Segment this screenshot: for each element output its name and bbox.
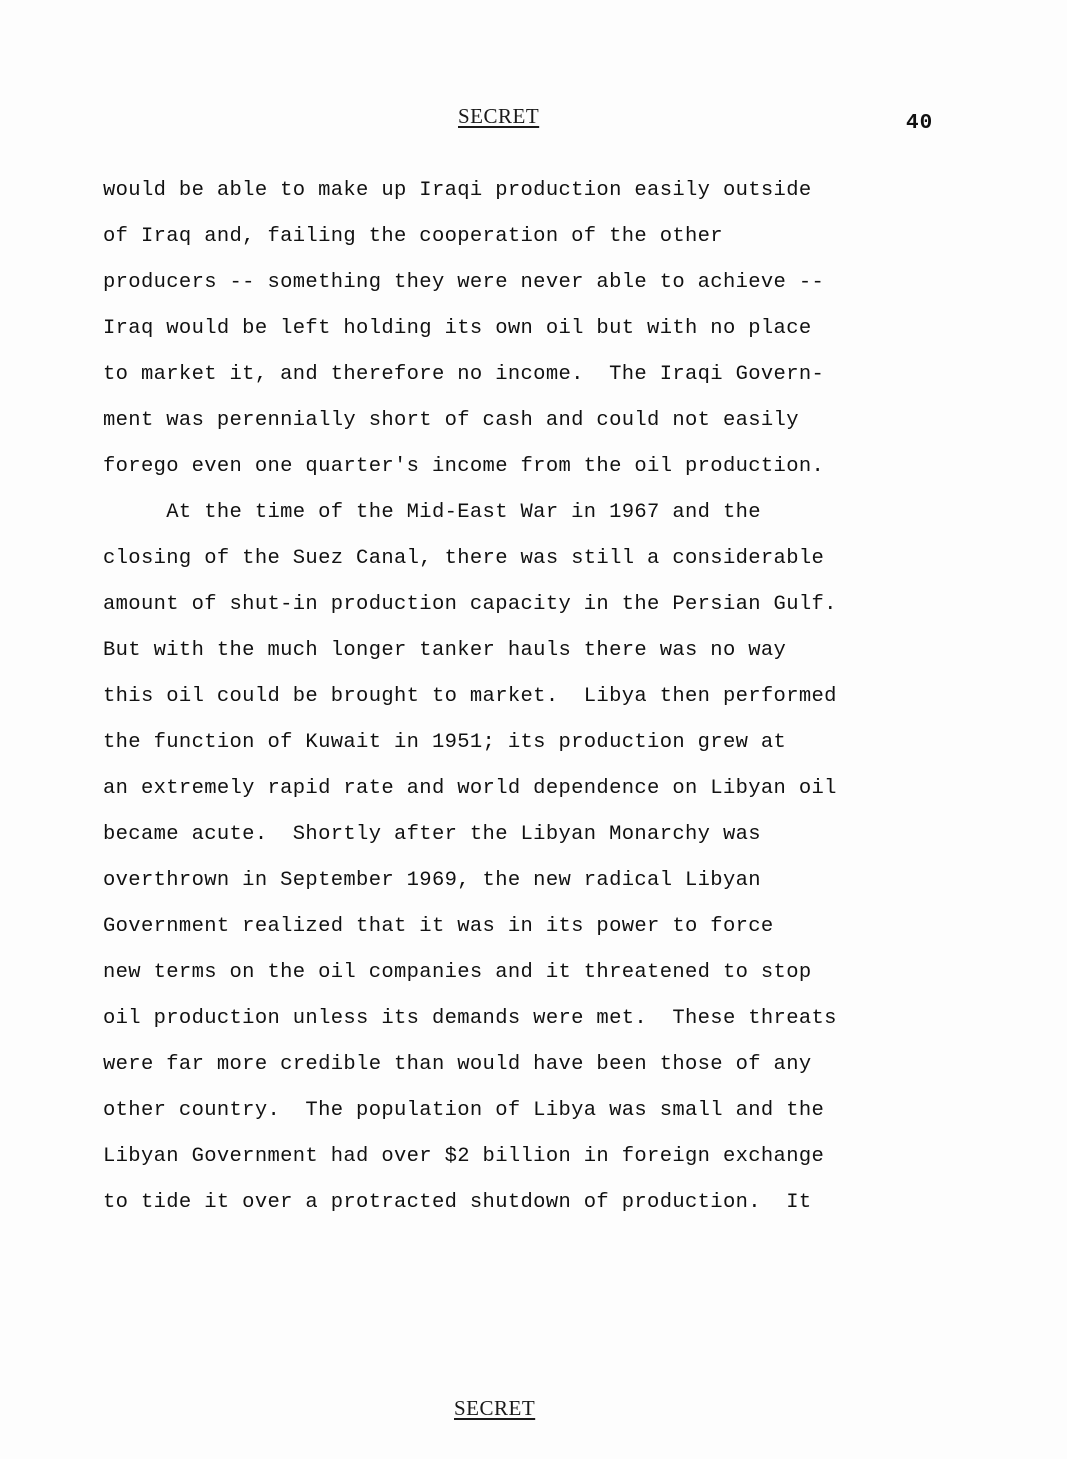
footer-classification-marking: SECRET <box>454 1396 536 1420</box>
text-line: became acute. Shortly after the Libyan Monarchy was <box>103 823 761 846</box>
text-line: ment was perennially short of cash and could not easily <box>103 409 799 432</box>
header-classification-marking: SECRET <box>458 104 540 128</box>
text-line: overthrown in September 1969, the new radical Libyan <box>103 869 761 892</box>
page-number: 40 <box>906 112 934 135</box>
text-line: At the time of the Mid-East War in 1967 and the <box>103 501 761 524</box>
text-line: oil production unless its demands were met. These threats <box>103 1007 837 1030</box>
text-line: an extremely rapid rate and world dependence on Libyan oil <box>103 777 837 800</box>
text-line: this oil could be brought to market. Libya then performed <box>103 685 837 708</box>
text-line: But with the much longer tanker hauls there was no way <box>103 639 787 662</box>
text-line: were far more credible than would have been those of any <box>103 1053 812 1076</box>
text-line: new terms on the oil companies and it threatened to stop <box>103 961 812 984</box>
text-line: to tide it over a protracted shutdown of production. It <box>103 1191 812 1214</box>
text-line: forego even one quarter's income from the oil production. <box>103 455 825 478</box>
text-line: would be able to make up Iraqi production easily outside <box>103 179 812 202</box>
text-line: Iraq would be left holding its own oil but with no place <box>103 317 812 340</box>
text-line: to market it, and therefore no income. The Iraqi Govern- <box>103 363 825 386</box>
text-line: amount of shut-in production capacity in the Persian Gulf. <box>103 593 837 616</box>
text-line: other country. The population of Libya was small and the <box>103 1099 825 1122</box>
text-line: closing of the Suez Canal, there was still a considerable <box>103 547 825 570</box>
text-line: Libyan Government had over $2 billion in foreign exchange <box>103 1145 825 1168</box>
text-line: producers -- something they were never able to achieve -- <box>103 271 825 294</box>
text-line: of Iraq and, failing the cooperation of the other <box>103 225 723 248</box>
text-line: Government realized that it was in its power to force <box>103 915 774 938</box>
text-line: the function of Kuwait in 1951; its production grew at <box>103 731 787 754</box>
